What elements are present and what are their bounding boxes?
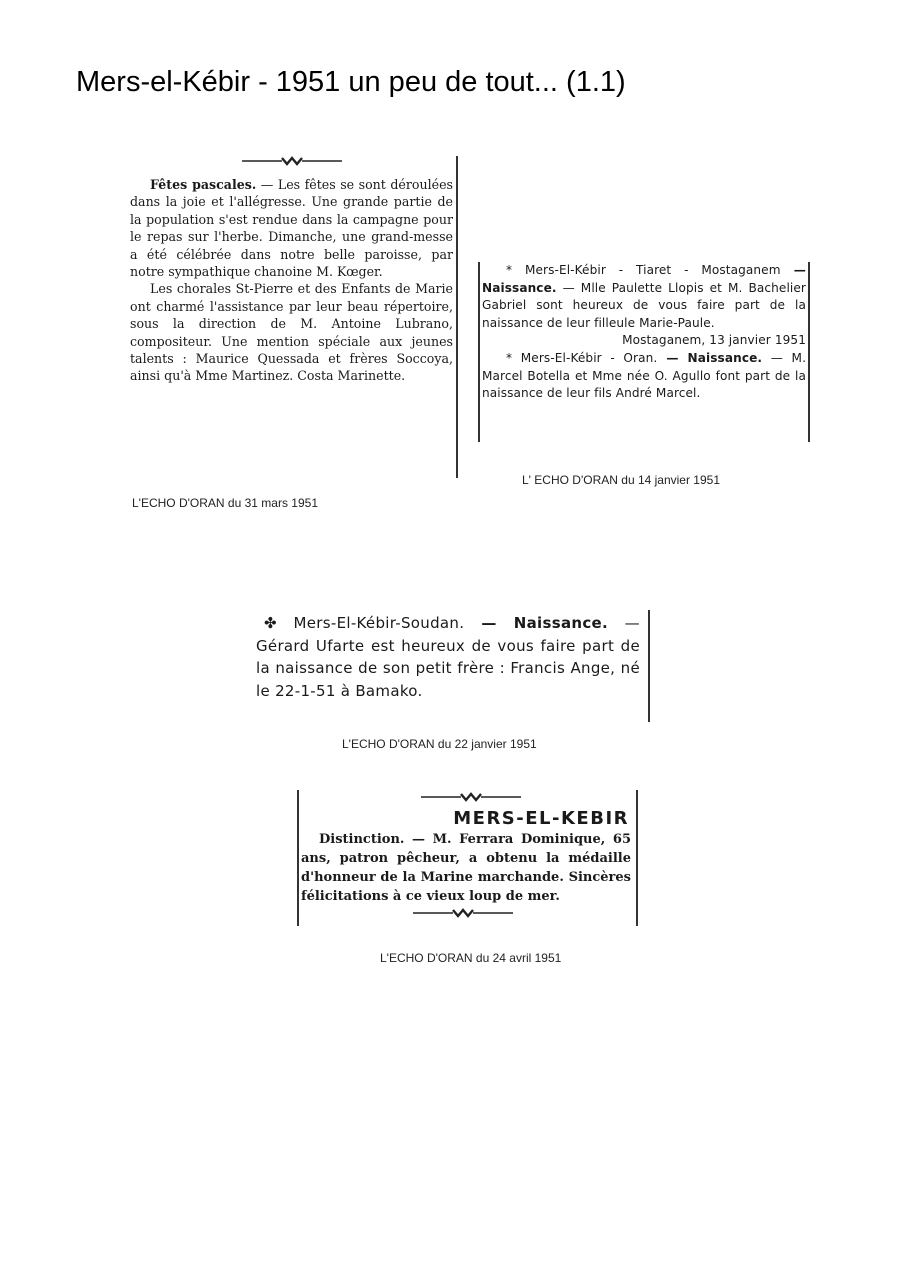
announcement-item bbox=[482, 262, 806, 332]
ornament-divider bbox=[130, 154, 453, 176]
announcement-lead: — Naissance. bbox=[464, 614, 609, 632]
paragraph-text: — Les fêtes se sont déroulées dans la joie et l'allégresse. Une grande partie de la population s'est rendue dans la campagne pour le repas sur l'herbe. Dimanche, une grand-messe a été célébrée dans notre belle paroisse, par notre sympathique chanoine M. Kœger. bbox=[130, 177, 453, 280]
ornament-divider bbox=[301, 790, 631, 808]
announcement-item bbox=[256, 612, 640, 702]
clipping-caption: L'ECHO D'ORAN du 24 avril 1951 bbox=[380, 951, 562, 965]
clipping-caption: L' ECHO D'ORAN du 14 janvier 1951 bbox=[522, 473, 721, 487]
clipping-paragraph bbox=[130, 280, 453, 384]
page-title: Mers-el-Kébir - 1951 un peu de tout... (1.1) bbox=[76, 66, 626, 98]
clipping-distinction bbox=[301, 790, 631, 924]
clipping-naissance-soudan bbox=[256, 612, 640, 702]
paragraph-lead: Distinction. bbox=[319, 832, 405, 847]
announcement-lead: — Naissance. bbox=[657, 350, 763, 365]
announcement-place: * Mers-El-Kébir - Tiaret - Mostaganem bbox=[506, 263, 781, 277]
announcement-text: — Mlle Paulette Llopis et M. Bachelier Gabriel sont heureux de vous faire part de la naissance de leur filleule Marie-Paule. bbox=[482, 280, 806, 330]
ornament-divider bbox=[301, 906, 631, 924]
clipping-caption: L'ECHO D'ORAN du 22 janvier 1951 bbox=[342, 737, 537, 751]
announcement-lead: — Naissance. bbox=[482, 263, 806, 295]
announcement-place: ✤ Mers-El-Kébir-Soudan. bbox=[264, 614, 465, 632]
column-rule bbox=[297, 790, 299, 926]
announcement-item bbox=[482, 350, 806, 403]
paragraph-text: — M. Ferrara Dominique, 65 ans, patron pêcheur, a obtenu la médaille d'honneur de la Marine marchande. Sincères félicitations à ce vieux loup de mer. bbox=[301, 832, 631, 904]
announcement-text: — M. Marcel Botella et Mme née O. Agullo font part de la naissance de leur fils André Marcel. bbox=[482, 350, 807, 401]
column-rule bbox=[456, 156, 458, 478]
clipping-naissances-tiaret-oran bbox=[482, 262, 806, 403]
clipping-headline: MERS-EL-KEBIR bbox=[453, 808, 629, 829]
column-rule bbox=[648, 610, 650, 722]
clipping-paragraph bbox=[301, 830, 631, 906]
paragraph-text: Les chorales St-Pierre et des Enfants de Marie ont charmé l'assistance par leur beau répertoire, sous la direction de M. Antoine Lubrano, compositeur. Une mention spéciale aux jeunes talents : Maurice Quessada et frères Soccoya, ainsi qu'à Mme Martinez. Costa Marinette. bbox=[130, 281, 453, 384]
announcement-dateline: Mostaganem, 13 janvier 1951 bbox=[622, 333, 806, 348]
column-rule bbox=[478, 262, 480, 442]
announcement-place: * Mers-El-Kébir - Oran. bbox=[506, 350, 658, 365]
paragraph-lead: Fêtes pascales. bbox=[150, 177, 257, 192]
column-rule bbox=[808, 262, 810, 442]
clipping-caption: L'ECHO D'ORAN du 31 mars 1951 bbox=[132, 496, 318, 510]
clipping-fetes-pascales bbox=[130, 154, 453, 385]
clipping-paragraph bbox=[130, 176, 453, 280]
announcement-text: — Gérard Ufarte est heureux de vous faire part de la naissance de son petit frère : Francis Ange, né le 22-1-51 à Bamako. bbox=[256, 614, 640, 700]
column-rule bbox=[636, 790, 638, 926]
